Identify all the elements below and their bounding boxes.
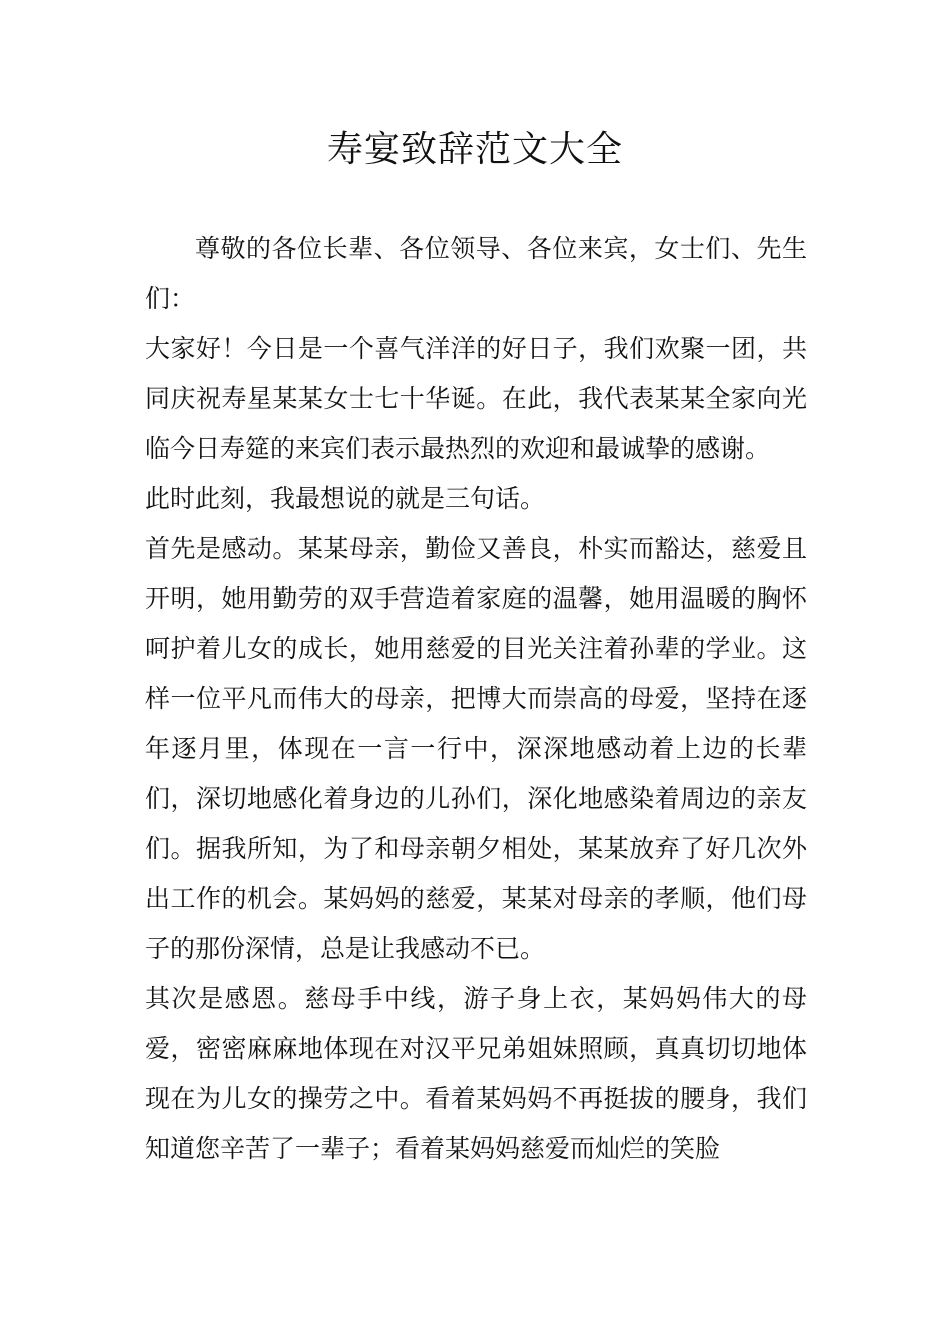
greeting-paragraph: 大家好！今日是一个喜气洋洋的好日子，我们欢聚一团，共同庆祝寿星某某女士七十华诞。在此，我代表某某全家向光临今日寿筵的来宾们表示最热烈的欢迎和最诚挚的感谢。 [145,334,807,463]
document-title: 寿宴致辞范文大全 [326,129,623,170]
salutation-paragraph: 尊敬的各位长辈、各位领导、各位来宾，女士们、先生们： [145,234,807,313]
intro-paragraph: 此时此刻，我最想说的就是三句话。 [145,484,546,513]
document-body [145,224,807,1174]
gratitude-paragraph: 首先是感动。某某母亲，勤俭又善良，朴实而豁达，慈爱且开明，她用勤劳的双手营造着家庭的温馨，她用温暖的胸怀呵护着儿女的成长，她用慈爱的目光关注着孙辈的学业。这样一位平凡而伟大的母亲，把博大而崇高的母爱，坚持在逐年逐月里，体现在一言一行中，深深地感动着上边的长辈们，深切地感化着身边的儿孙们，深化地感染着周边的亲友们。据我所知，为了和母亲朝夕相处，某某放弃了好几次外出工作的机会。某妈妈的慈爱，某某对母亲的孝顺，他们母子的那份深情，总是让我感动不已。 [145,534,807,963]
thanks-paragraph: 其次是感恩。慈母手中线，游子身上衣，某妈妈伟大的母爱，密密麻麻地体现在对汉平兄弟姐妹照顾，真真切切地体现在为儿女的操劳之中。看着某妈妈不再挺拔的腰身，我们知道您辛苦了一辈子；看着某妈妈慈爱而灿烂的笑脸 [145,984,807,1163]
